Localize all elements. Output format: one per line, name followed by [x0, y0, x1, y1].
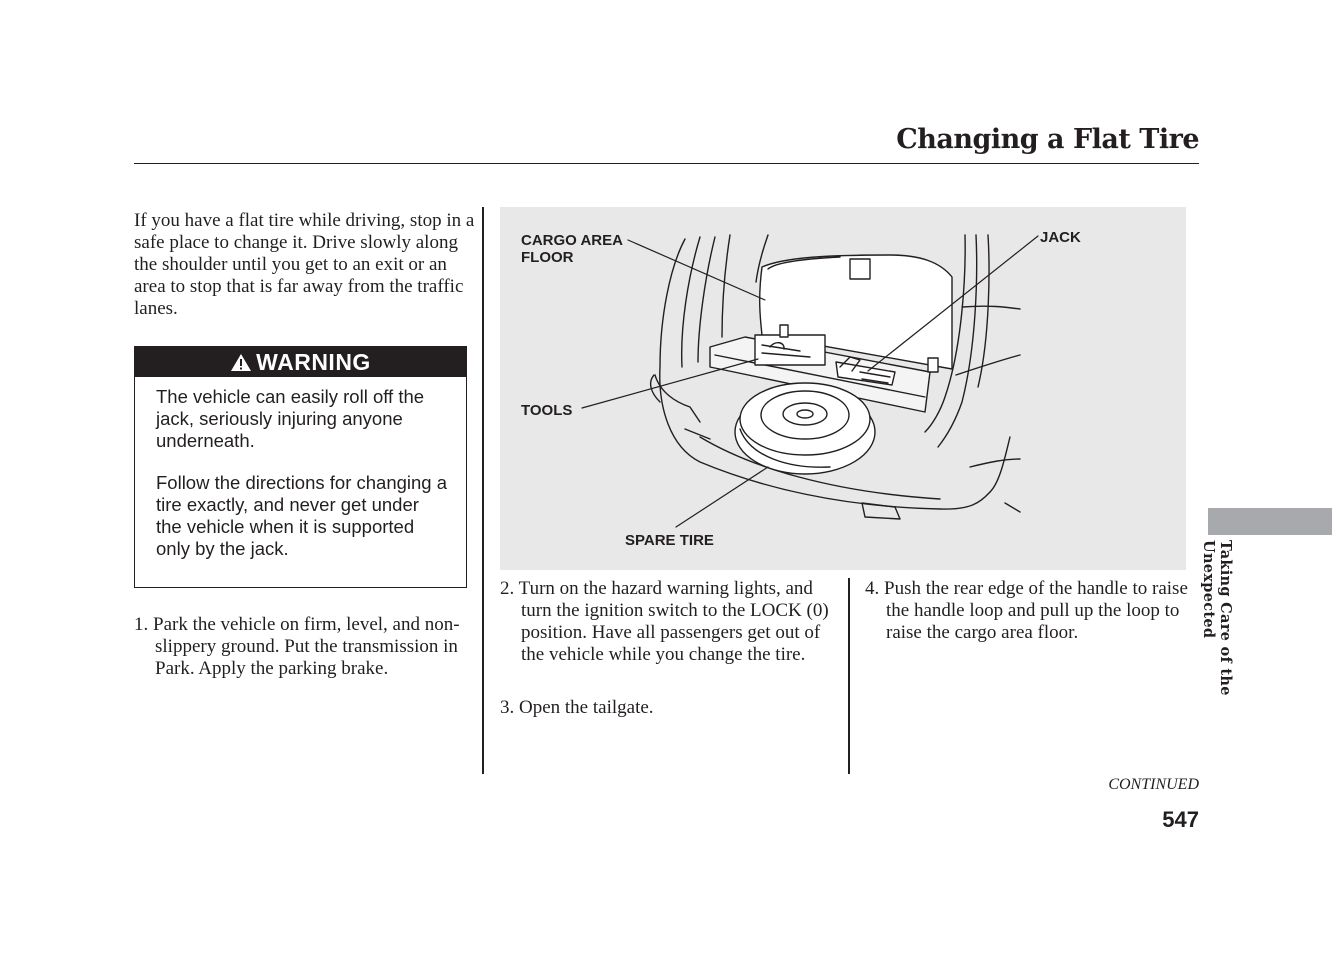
step-1 [134, 614, 469, 680]
column-divider-left [482, 207, 484, 774]
warning-triangle-icon [230, 353, 252, 372]
warning-box [134, 346, 467, 588]
step-4-text: 4. Push the rear edge of the handle to raise the handle loop and pull up the loop to raise the cargo area floor. [865, 578, 1188, 643]
callout-tools: TOOLS [521, 402, 573, 419]
step-1-text: 1. Park the vehicle on firm, level, and non-slippery ground. Put the transmission in Park. Apply the parking brake. [134, 614, 460, 679]
column-divider-right [848, 578, 850, 774]
callout-cargo-area-line2: FLOOR [521, 249, 574, 266]
warning-header [135, 347, 466, 377]
step-2-text: 2. Turn on the hazard warning lights, and turn the ignition switch to the LOCK (0) position. Have all passengers get out of the vehicle while you change the tire. [500, 578, 829, 665]
step-3 [500, 697, 842, 719]
cargo-area-illustration [500, 207, 1186, 570]
warning-label: WARNING [256, 348, 371, 375]
step-3-text: 3. Open the tailgate. [500, 697, 654, 718]
step-2 [500, 578, 842, 666]
intro-text: If you have a flat tire while driving, stop in a safe place to change it. Drive slowly along the shoulder until you get to an exit or an area to stop that is far away from the traffic lanes. [134, 210, 475, 319]
page-number: 547 [1162, 807, 1199, 832]
warning-paragraph-2: Follow the directions for changing a tire exactly, and never get under the vehicle when it is supported only by the jack. [156, 472, 448, 559]
callout-jack: JACK [1040, 229, 1081, 246]
intro-paragraph [134, 210, 479, 320]
callout-cargo-area-line1: CARGO AREA [521, 232, 623, 249]
warning-paragraph-1: The vehicle can easily roll off the jack, seriously injuring anyone underneath. [156, 386, 425, 451]
step-4 [865, 578, 1205, 644]
continued-label: CONTINUED [1108, 776, 1199, 793]
callout-spare-tire: SPARE TIRE [625, 532, 714, 549]
page-title: Changing a Flat Tire [896, 124, 1199, 155]
section-tab-marker [1208, 508, 1332, 535]
title-rule [134, 163, 1199, 164]
section-tab-label: Taking Care of the Unexpected [1200, 540, 1234, 696]
callout-cargo-area-floor [521, 232, 623, 266]
